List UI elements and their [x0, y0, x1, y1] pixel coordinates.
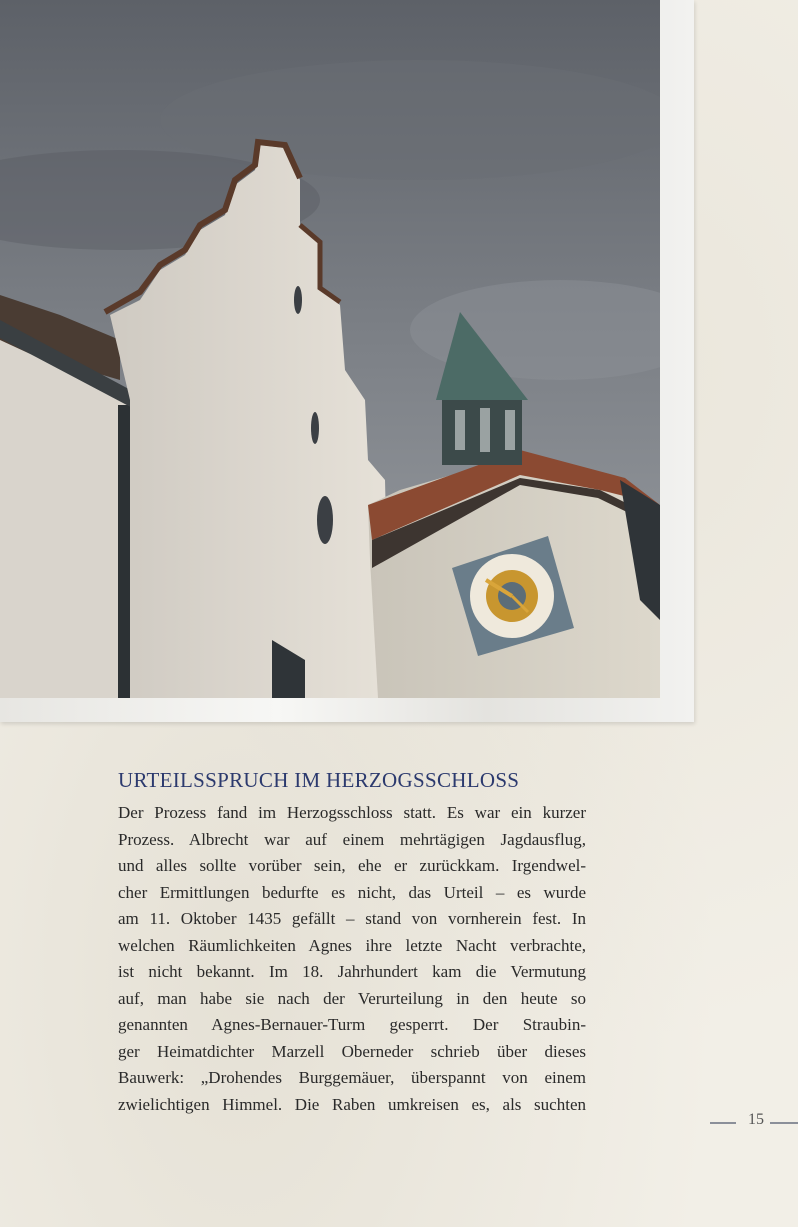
text-line: genannten Agnes-Bernauer-Turm gesperrt. Der Straubin- — [118, 1015, 586, 1034]
text-line: und alles sollte vorüber sein, ehe er zurückkam. Irgendwel- — [118, 856, 586, 875]
text-line: cher Ermittlungen bedurfte es nicht, das Urteil – es wurde — [118, 882, 586, 902]
body-text — [118, 800, 586, 1118]
text-line: welchen Räumlichkeiten Agnes ihre letzte Nacht verbrachte, — [118, 935, 586, 955]
text-line: auf, man habe sie nach der Verurteilung in den heute so — [118, 988, 586, 1008]
text-line: zwielichtigen Himmel. Die Raben umkreisen es, als suchten — [118, 1094, 586, 1114]
text-line: Der Prozess fand im Herzogsschloss statt. Es war ein kurzer — [118, 803, 586, 822]
section-heading: URTEILSSPRUCH IM HERZOGSSCHLOSS — [118, 768, 520, 792]
text-line: Bauwerk: „Drohendes Burggemäuer, überspannt von einem — [118, 1068, 586, 1087]
text-line: am 11. Oktober 1435 gefällt – stand von vornherein fest. In — [118, 909, 586, 928]
castle-photo — [0, 0, 660, 698]
text-line: Prozess. Albrecht war auf einem mehrtägigen Jagdausflug, — [118, 829, 586, 849]
page-number-rule-right — [770, 1122, 798, 1124]
page-number-rule-left — [710, 1122, 736, 1124]
text-line: ger Heimatdichter Marzell Oberneder schrieb über dieses — [118, 1041, 586, 1061]
page-number: 15 — [748, 1111, 764, 1128]
text-line: ist nicht bekannt. Im 18. Jahrhundert kam die Vermutung — [118, 962, 586, 981]
